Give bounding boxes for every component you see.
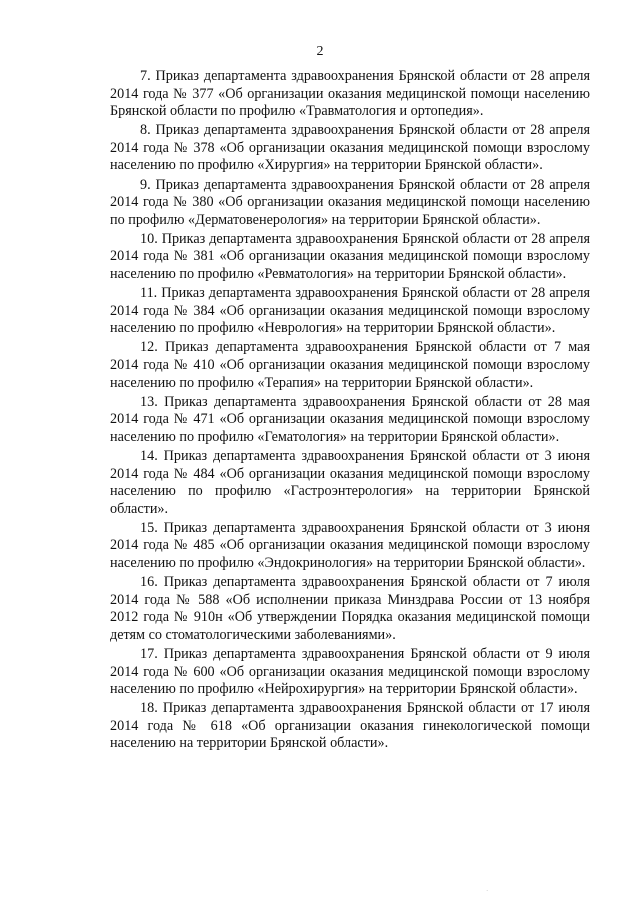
document-body [110,68,590,755]
list-item-10: 10. Приказ департамента здравоохранения Брянской области от 28 апреля 2014 года № 381 «Об организации оказания медицинской помощи взрослому населению по профилю «Ревматология» на территории Брянской области». [110,230,590,283]
list-item-13: 13. Приказ департамента здравоохранения Брянской области от 28 мая 2014 года № 471 «Об организации оказания медицинской помощи взрослому населению по профилю «Гематология» на территории Брянской области». [110,393,590,445]
list-item-16: 16. Приказ департамента здравоохранения Брянской области от 7 июля 2014 года № 588 «Об исполнении приказа Минздрава России от 13 ноября 2012 года № 910н «Об утверждении Порядка оказания медицинской помощи детям со стоматологическими заболеваниями». [110,574,590,643]
list-item-17: 17. Приказ департамента здравоохранения Брянской области от 9 июля 2014 года № 600 «Об организации оказания медицинской помощи взрослому населению по профилю «Нейрохирургия» на территории Брянской области». [110,646,590,698]
list-item-15: 15. Приказ департамента здравоохранения Брянской области от 3 июня 2014 года № 485 «Об организации оказания медицинской помощи взрослому населению по профилю «Эндокринология» на территории Брянской области». [110,519,590,572]
list-item-11: 11. Приказ департамента здравоохранения Брянской области от 28 апреля 2014 года № 384 «Об организации оказания медицинской помощи взрослому населению по профилю «Неврология» на территории Брянской области». [110,285,590,337]
list-item-7: 7. Приказ департамента здравоохранения Брянской области от 28 апреля 2014 года № 377 «Об организации оказания медицинской помощи населению Брянской области по профилю «Травматология и ортопедия». [110,68,590,120]
scan-speck: · [486,887,489,895]
page-number: 2 [316,44,324,59]
list-item-9: 9. Приказ департамента здравоохранения Брянской области от 28 апреля 2014 года № 380 «Об организации оказания медицинской помощи населению по профилю «Дерматовенерология» на территории Брянской области». [110,176,590,228]
list-item-8: 8. Приказ департамента здравоохранения Брянской области от 28 апреля 2014 года № 378 «Об организации оказания медицинской помощи взрослому населению по профилю «Хирургия» на территории Брянской области». [110,122,590,174]
list-item-18: 18. Приказ департамента здравоохранения Брянской области от 17 июля 2014 года № 618 «Об организации оказания гинекологической помощи населению на территории Брянской области». [110,700,590,752]
list-item-14: 14. Приказ департамента здравоохранения Брянской области от 3 июня 2014 года № 484 «Об организации оказания медицинской помощи взрослому населению по профилю «Гастроэнтерология» на территории Брянской области». [110,447,590,517]
list-item-12: 12. Приказ департамента здравоохранения Брянской области от 7 мая 2014 года № 410 «Об организации оказания медицинской помощи взрослому населению по профилю «Терапия» на территории Брянской области». [110,339,590,391]
